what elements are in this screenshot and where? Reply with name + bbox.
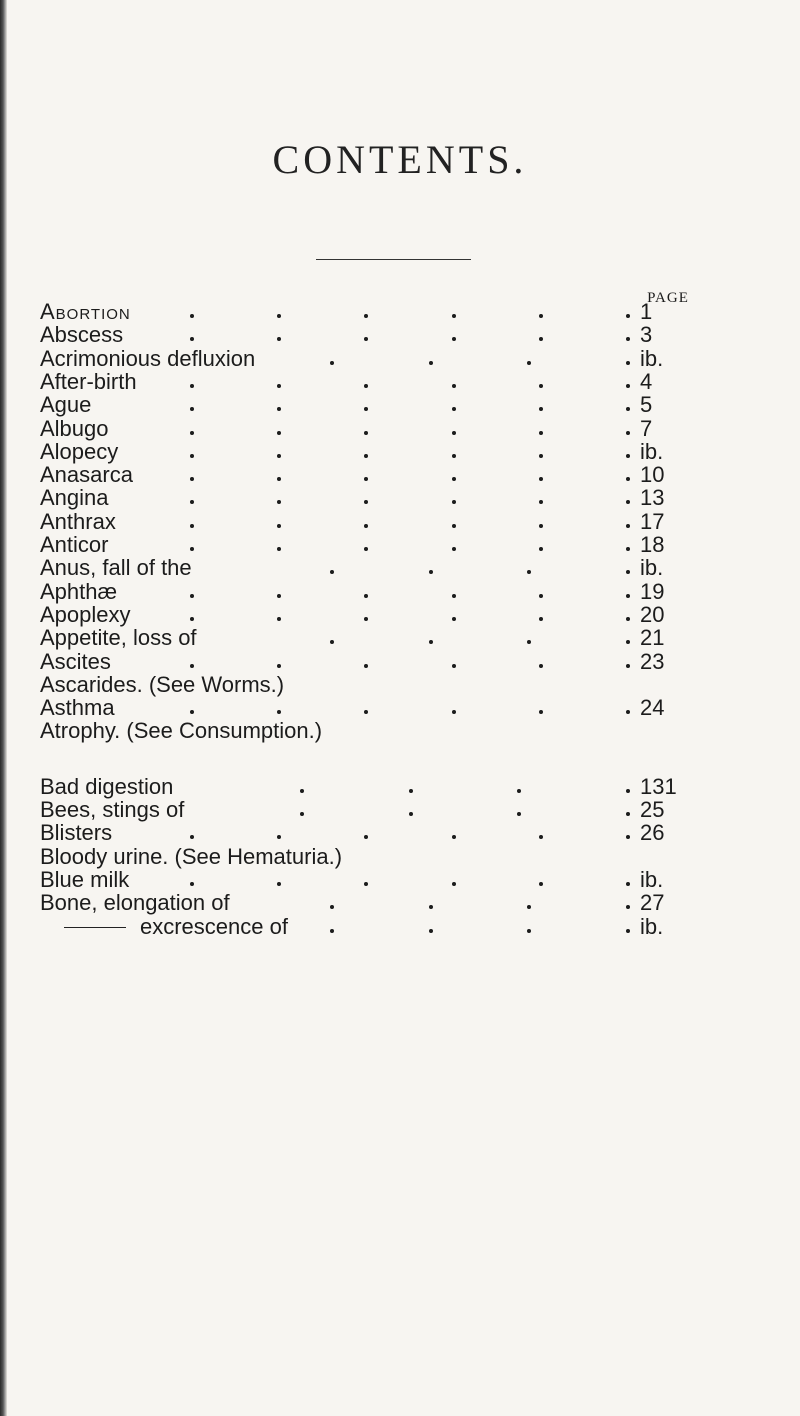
entry-label-text: After-birth (40, 368, 137, 394)
leader-dot (364, 547, 368, 551)
leader-dot (277, 835, 281, 839)
leader-dot (190, 547, 194, 551)
leader-dot (190, 477, 194, 481)
leader-dot (539, 882, 543, 886)
leader-dot (364, 710, 368, 714)
entry-page-number: 7 (640, 415, 653, 441)
leader-dot (527, 929, 531, 933)
leader-dot (452, 314, 456, 318)
leader-dot (330, 570, 334, 574)
leader-dot (452, 454, 456, 458)
leader-dot (277, 477, 281, 481)
leader-dot (409, 789, 413, 793)
leader-dot (277, 431, 281, 435)
leader-dot (277, 454, 281, 458)
leader-dot (452, 547, 456, 551)
entry-label-text: Albugo (40, 415, 109, 441)
leader-dot (364, 664, 368, 668)
leader-dot (539, 547, 543, 551)
entry-page-number: 3 (640, 322, 653, 348)
leader-dot (364, 431, 368, 435)
leader-dot (517, 812, 521, 816)
leader-dot (626, 789, 630, 793)
leader-dot (452, 617, 456, 621)
leader-dot (539, 477, 543, 481)
entry-page-number: 20 (640, 601, 665, 627)
leader-dot (626, 905, 630, 909)
entry-label-text: Atrophy. (See Consumption.) (40, 718, 323, 744)
leader-dot (539, 664, 543, 668)
leader-dot (626, 710, 630, 714)
leader-dot (626, 547, 630, 551)
leader-dot (277, 882, 281, 886)
leader-dot (277, 524, 281, 528)
leader-dot (190, 835, 194, 839)
leader-dot (452, 407, 456, 411)
leader-dot (626, 407, 630, 411)
entry-label (70, 912, 288, 942)
leader-dot (190, 594, 194, 598)
entry-label-text: Aphthæ (40, 578, 118, 604)
leader-dot (626, 882, 630, 886)
entry-page-number: 19 (640, 578, 665, 604)
leader-dot (277, 617, 281, 621)
entry-page-number: 1 (640, 299, 653, 324)
leader-dot (364, 384, 368, 388)
leader-dot (277, 337, 281, 341)
leader-dot (364, 882, 368, 886)
entry-label-text: Asthma (40, 695, 115, 721)
entry-label-text: Appetite, loss of (40, 625, 197, 651)
entry-label-text: Blue milk (40, 866, 130, 892)
entry-label-text: Ague (40, 392, 92, 418)
entry-page-number: 10 (640, 462, 665, 488)
leader-dot (452, 500, 456, 504)
leader-dot (190, 384, 194, 388)
leader-dot (330, 929, 334, 933)
leader-dot (190, 314, 194, 318)
leader-dot (539, 314, 543, 318)
leader-dot (626, 524, 630, 528)
leader-dot (364, 500, 368, 504)
contents-entry (0, 716, 800, 746)
leader-dot (364, 594, 368, 598)
leader-dot (364, 617, 368, 621)
leader-dot (190, 407, 194, 411)
page-column-header: PAGE (647, 290, 689, 306)
entry-page-number: 5 (640, 392, 653, 418)
leader-dot (452, 337, 456, 341)
entry-page-number: 24 (640, 695, 665, 721)
leader-dot (539, 594, 543, 598)
leader-dot (452, 710, 456, 714)
entry-label-text: Alopecy (40, 438, 119, 464)
entry-label-text: Anasarca (40, 462, 133, 488)
leader-dot (626, 337, 630, 341)
leader-dot (330, 361, 334, 365)
leader-dot (190, 617, 194, 621)
contents-entry (0, 912, 800, 942)
page-title: CONTENTS. (272, 137, 528, 182)
leader-dot (190, 664, 194, 668)
entry-page-number: ib. (640, 913, 664, 939)
entry-page-number: ib. (640, 866, 664, 892)
leader-dot (626, 500, 630, 504)
leader-dot (452, 835, 456, 839)
entry-page-number: 23 (640, 648, 665, 674)
leader-dot (190, 431, 194, 435)
leader-dot (527, 570, 531, 574)
leader-dot (452, 431, 456, 435)
leader-dot (626, 431, 630, 435)
entry-label-text: Ascites (40, 648, 111, 674)
entry-page-number: ib. (640, 555, 664, 581)
leader-dot (626, 835, 630, 839)
leader-dot (452, 594, 456, 598)
entry-page-number: 27 (640, 890, 665, 916)
leader-dot (364, 314, 368, 318)
leader-dot (626, 640, 630, 644)
leader-dot (539, 524, 543, 528)
entry-label (40, 716, 322, 746)
leader-dot (452, 882, 456, 886)
leader-dot (409, 812, 413, 816)
leader-dot (277, 664, 281, 668)
leader-dot (539, 431, 543, 435)
entry-label-text: Blisters (40, 820, 113, 846)
entry-page-number: ib. (640, 345, 664, 371)
leader-dot (277, 500, 281, 504)
leader-dot (527, 361, 531, 365)
leader-dot (539, 710, 543, 714)
entry-label-text: Anthrax (40, 508, 116, 534)
leader-dot (527, 640, 531, 644)
leader-dot (190, 524, 194, 528)
entry-page-number: 4 (640, 368, 653, 394)
leader-dot (364, 454, 368, 458)
leader-dot (626, 314, 630, 318)
leader-dot (626, 594, 630, 598)
entry-page-number: 13 (640, 485, 665, 511)
leader-dot (330, 640, 334, 644)
leader-dot (517, 789, 521, 793)
leader-dot (539, 407, 543, 411)
dot-leader (330, 912, 630, 942)
leader-dot (539, 500, 543, 504)
leader-dot (539, 337, 543, 341)
leader-dot (277, 547, 281, 551)
leader-dot (364, 835, 368, 839)
entry-label-text: Ascarides. (See Worms.) (40, 671, 285, 697)
leader-dot (429, 929, 433, 933)
leader-dot (277, 384, 281, 388)
leader-dot (364, 477, 368, 481)
leader-dot (452, 524, 456, 528)
entry-label-text: Bloody urine. (See Hematuria.) (40, 843, 343, 869)
entry-label-text: Angina (40, 485, 109, 511)
ditto-rule (64, 927, 126, 928)
leader-dot (364, 337, 368, 341)
leader-dot (300, 812, 304, 816)
leader-dot (626, 477, 630, 481)
leader-dot (277, 314, 281, 318)
leader-dot (330, 905, 334, 909)
entry-label-text: Anus, fall of the (40, 555, 192, 581)
leader-dot (190, 454, 194, 458)
leader-dot (452, 384, 456, 388)
leader-dot (626, 454, 630, 458)
entry-label-text: Abscess (40, 322, 124, 348)
leader-dot (626, 664, 630, 668)
leader-dot (626, 617, 630, 621)
leader-dot (626, 361, 630, 365)
leader-dot (452, 477, 456, 481)
leader-dot (277, 407, 281, 411)
leader-dot (190, 710, 194, 714)
entry-label-text: Anticor (40, 532, 109, 557)
leader-dot (626, 929, 630, 933)
leader-dot (190, 337, 194, 341)
leader-dot (429, 640, 433, 644)
leader-dot (626, 384, 630, 388)
entry-page-number: 17 (640, 508, 665, 534)
leader-dot (626, 570, 630, 574)
leader-dot (527, 905, 531, 909)
leader-dot (364, 407, 368, 411)
entry-page-number: ib. (640, 438, 664, 464)
entry-label-text: excrescence of (140, 913, 288, 939)
entry-page-number: 21 (640, 625, 665, 651)
leader-dot (429, 361, 433, 365)
leader-dot (539, 384, 543, 388)
leader-dot (429, 570, 433, 574)
leader-dot (190, 500, 194, 504)
leader-dot (539, 617, 543, 621)
entry-label-text: Abortion (40, 299, 131, 324)
entry-label-text: Bees, stings of (40, 797, 185, 822)
leader-dot (277, 710, 281, 714)
entry-label-text: Acrimonious defluxion (40, 345, 256, 371)
entry-page-number: 25 (640, 797, 665, 822)
entry-label-text: Apoplexy (40, 601, 131, 627)
leader-dot (626, 812, 630, 816)
entry-page-number: 26 (640, 820, 665, 846)
entry-page-number: 18 (640, 532, 665, 557)
leader-dot (429, 905, 433, 909)
entry-label-text: Bad digestion (40, 773, 174, 799)
leader-dot (539, 835, 543, 839)
leader-dot (190, 882, 194, 886)
entry-label-text: Bone, elongation of (40, 890, 230, 916)
leader-dot (364, 524, 368, 528)
entry-page-number: 131 (640, 773, 677, 799)
leader-dot (452, 664, 456, 668)
leader-dot (539, 454, 543, 458)
leader-dot (277, 594, 281, 598)
leader-dot (300, 789, 304, 793)
